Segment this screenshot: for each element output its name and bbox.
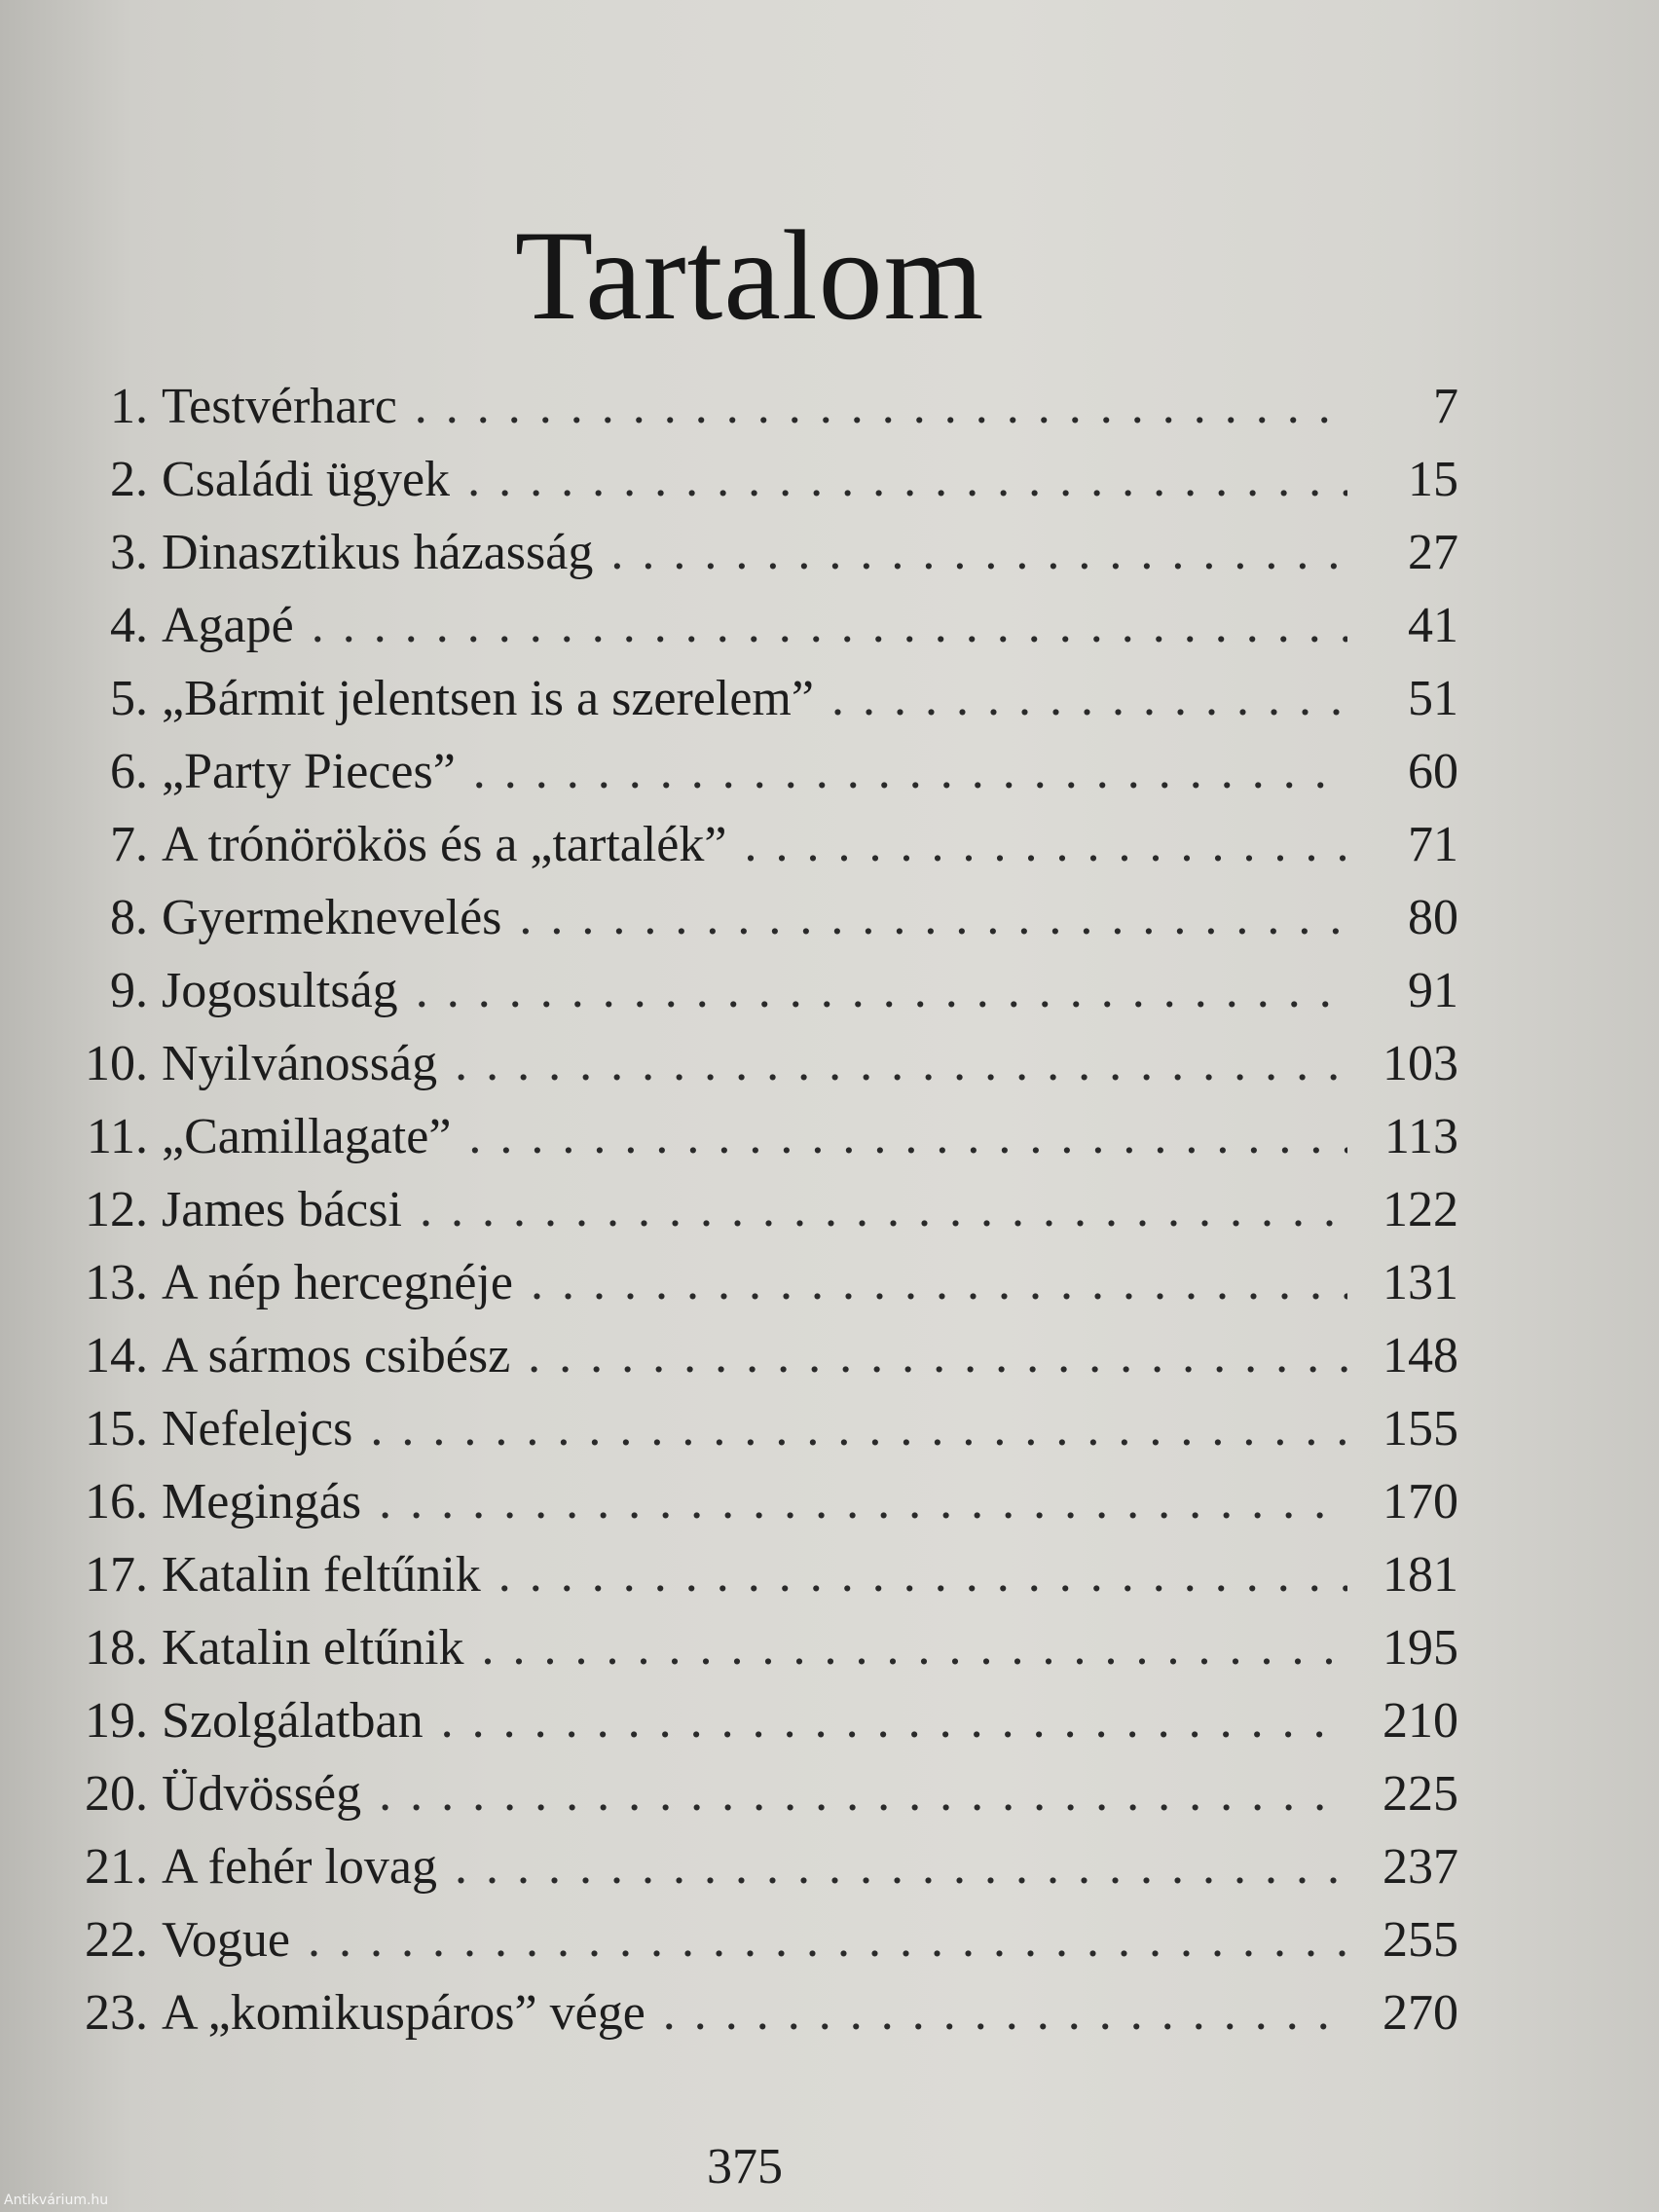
toc-entry <box>47 1538 1458 1611</box>
dot-leader <box>473 735 1347 808</box>
toc-entry <box>47 1757 1458 1830</box>
toc-entry <box>47 516 1458 589</box>
chapter-title: Nyilvánosság <box>162 1036 438 1091</box>
chapter-number: 11. <box>86 1109 148 1164</box>
chapter-title: „Party Pieces” <box>162 744 456 799</box>
chapter-title: Katalin feltűnik <box>162 1547 481 1603</box>
dot-leader <box>370 1392 1347 1465</box>
chapter-page-number: 225 <box>1382 1766 1458 1822</box>
chapter-title: A fehér lovag <box>162 1839 438 1895</box>
chapter-title: Nefelejcs <box>162 1401 353 1456</box>
chapter-title: Testvérharc <box>162 379 397 434</box>
chapter-title: Dinasztikus házasság <box>162 525 594 580</box>
chapter-page-number: 27 <box>1408 525 1458 580</box>
toc-entry <box>47 1903 1458 1976</box>
dot-leader <box>481 1611 1347 1684</box>
dot-leader <box>455 1027 1347 1100</box>
dot-leader <box>531 1246 1347 1319</box>
chapter-title: A „komikuspáros” vége <box>162 1985 645 2041</box>
dot-leader <box>468 1100 1347 1173</box>
chapter-number: 22. <box>85 1912 148 1968</box>
watermark: Antikvárium.hu <box>4 2193 109 2208</box>
chapter-title: Katalin eltűnik <box>162 1620 464 1676</box>
dot-leader <box>312 589 1347 662</box>
chapter-number: 5. <box>110 671 148 726</box>
toc-entry <box>47 808 1458 881</box>
dot-leader <box>441 1684 1347 1757</box>
chapter-title: Családi ügyek <box>162 452 451 507</box>
page-number: 375 <box>707 2139 783 2194</box>
chapter-number: 8. <box>110 890 148 945</box>
toc-entry <box>47 1027 1458 1100</box>
toc-entry <box>47 589 1458 662</box>
dot-leader <box>831 662 1347 735</box>
chapter-title: James bácsi <box>162 1182 402 1237</box>
toc-entry <box>47 735 1458 808</box>
toc-entry <box>47 1173 1458 1246</box>
chapter-title: A trónörökös és a „tartalék” <box>162 817 727 872</box>
chapter-page-number: 103 <box>1382 1036 1458 1091</box>
chapter-title: Gyermeknevelés <box>162 890 502 945</box>
chapter-page-number: 41 <box>1408 598 1458 653</box>
toc-entry <box>47 954 1458 1027</box>
chapter-number: 6. <box>110 744 148 799</box>
chapter-page-number: 7 <box>1433 379 1458 434</box>
chapter-number: 15. <box>85 1401 148 1456</box>
chapter-page-number: 155 <box>1382 1401 1458 1456</box>
chapter-page-number: 181 <box>1382 1547 1458 1603</box>
show-through-text <box>857 29 1059 87</box>
toc-entry <box>47 1976 1458 2049</box>
chapter-number: 23. <box>85 1985 148 2041</box>
dot-leader <box>455 1830 1347 1903</box>
chapter-page-number: 91 <box>1408 963 1458 1018</box>
dot-leader <box>528 1319 1347 1392</box>
chapter-title: „Camillagate” <box>162 1109 452 1164</box>
chapter-number: 14. <box>85 1328 148 1383</box>
dot-leader <box>420 1173 1347 1246</box>
chapter-page-number: 71 <box>1408 817 1458 872</box>
chapter-number: 20. <box>85 1766 148 1822</box>
dot-leader <box>379 1465 1347 1538</box>
dot-leader <box>416 954 1347 1027</box>
chapter-number: 1. <box>110 379 148 434</box>
chapter-page-number: 131 <box>1382 1255 1458 1310</box>
chapter-title: Megingás <box>162 1474 362 1530</box>
toc-entry <box>47 1465 1458 1538</box>
chapter-page-number: 237 <box>1382 1839 1458 1895</box>
chapter-number: 12. <box>85 1182 148 1237</box>
toc-entry <box>47 1611 1458 1684</box>
page-title: Tartalom <box>514 203 985 348</box>
toc-entry <box>47 1392 1458 1465</box>
dot-leader <box>415 370 1347 443</box>
chapter-page-number: 15 <box>1408 452 1458 507</box>
chapter-page-number: 195 <box>1382 1620 1458 1676</box>
chapter-number: 18. <box>85 1620 148 1676</box>
chapter-page-number: 51 <box>1408 671 1458 726</box>
toc-entry <box>47 1246 1458 1319</box>
chapter-title: „Bármit jelentsen is a szerelem” <box>162 671 814 726</box>
chapter-title: Jogosultság <box>162 963 398 1018</box>
chapter-page-number: 210 <box>1382 1693 1458 1749</box>
table-of-contents <box>47 370 1458 2049</box>
chapter-number: 10. <box>85 1036 148 1091</box>
chapter-title: Szolgálatban <box>162 1693 424 1749</box>
chapter-number: 21. <box>85 1839 148 1895</box>
chapter-title: Üdvösség <box>162 1766 362 1822</box>
dot-leader <box>467 443 1347 516</box>
chapter-number: 9. <box>110 963 148 1018</box>
dot-leader <box>498 1538 1347 1611</box>
chapter-number: 17. <box>85 1547 148 1603</box>
chapter-page-number: 113 <box>1383 1109 1458 1164</box>
chapter-title: Vogue <box>162 1912 290 1968</box>
chapter-page-number: 122 <box>1382 1182 1458 1237</box>
dot-leader <box>519 881 1347 954</box>
dot-leader <box>308 1903 1347 1976</box>
chapter-page-number: 170 <box>1382 1474 1458 1530</box>
chapter-page-number: 270 <box>1382 1985 1458 2041</box>
chapter-number: 16. <box>85 1474 148 1530</box>
toc-entry <box>47 1684 1458 1757</box>
dot-leader <box>610 516 1347 589</box>
dot-leader <box>379 1757 1347 1830</box>
dot-leader <box>663 1976 1347 2049</box>
chapter-number: 3. <box>110 525 148 580</box>
toc-entry <box>47 1830 1458 1903</box>
chapter-title: A sármos csibész <box>162 1328 511 1383</box>
chapter-number: 7. <box>110 817 148 872</box>
chapter-number: 19. <box>85 1693 148 1749</box>
chapter-page-number: 255 <box>1382 1912 1458 1968</box>
chapter-title: A nép hercegnéje <box>162 1255 513 1310</box>
toc-entry <box>47 1100 1458 1173</box>
chapter-number: 2. <box>110 452 148 507</box>
toc-entry <box>47 370 1458 443</box>
chapter-number: 13. <box>85 1255 148 1310</box>
chapter-page-number: 148 <box>1382 1328 1458 1383</box>
chapter-number: 4. <box>110 598 148 653</box>
chapter-page-number: 80 <box>1408 890 1458 945</box>
toc-entry <box>47 662 1458 735</box>
toc-entry <box>47 443 1458 516</box>
dot-leader <box>744 808 1347 881</box>
toc-entry <box>47 1319 1458 1392</box>
chapter-title: Agapé <box>162 598 294 653</box>
toc-entry <box>47 881 1458 954</box>
chapter-page-number: 60 <box>1408 744 1458 799</box>
